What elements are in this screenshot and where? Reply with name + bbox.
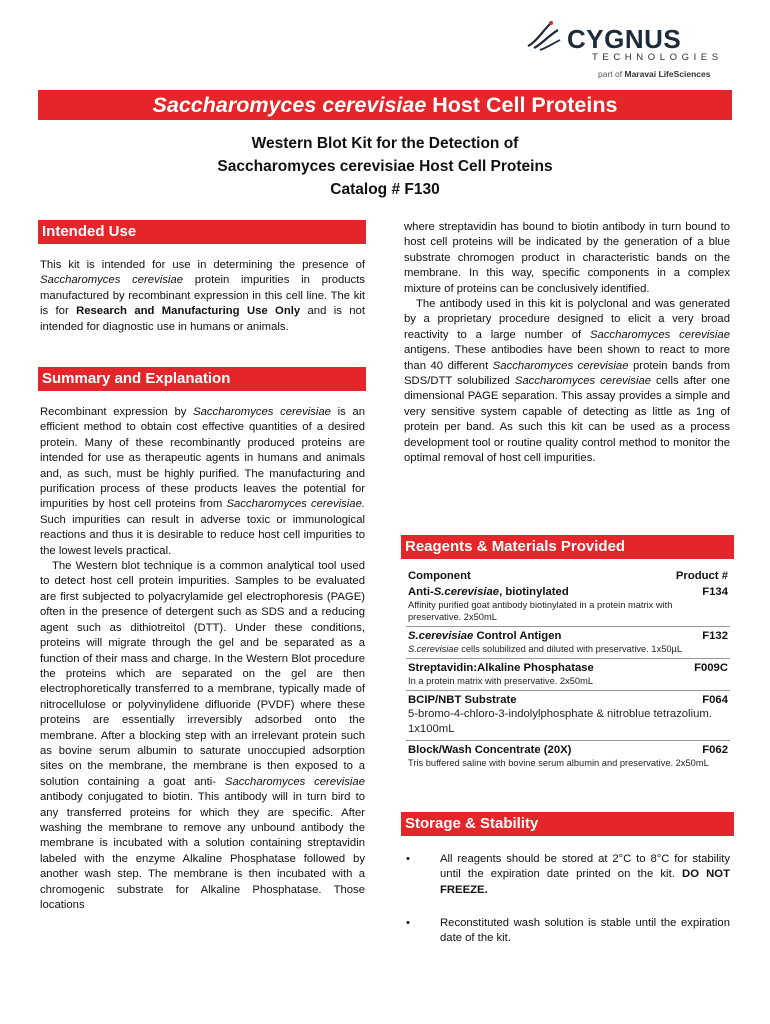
- swan-logo-icon: [524, 18, 564, 52]
- table-row: Anti-S.cerevisiae, biotinylated F134: [408, 586, 728, 598]
- logo-name: CYGNUS: [567, 24, 682, 54]
- summary-heading: Summary and Explanation: [38, 367, 366, 391]
- table-row: Streptavidin:Alkaline Phosphatase F009C: [408, 662, 728, 674]
- logo-subtitle: TECHNOLOGIES: [592, 52, 723, 63]
- explanation-continued: where streptavidin has bound to biotin antibody in turn bound to host cell proteins will be indicated by the generation of a blue substrate chromogen product in characteristic bands on the membrane. In this way, specific components in a complex mixture of proteins can be conclusively identified. The antibody used in this kit is polyclonal and was generated by a proprietary procedure designed to elicit a very broad reactivity to a large number of Saccharomyces cerevisiae antigens. These antibodies have been shown to react to more than 40 different Saccharomyces cerevisiae protein bands from SDS/DTT solubilized Saccharomyces cerevisiae cells after one dimensional PAGE separation. This assay provides a simple and very sensitive system capable of detecting as little as 1ng of protein per band. As such this kit can be used as a process development tool or routine quality control method to monitor the optimal removal of host cell impurities.: [404, 221, 730, 465]
- bullet-icon: •: [406, 917, 410, 929]
- intended-use-heading: Intended Use: [38, 220, 366, 244]
- intended-use-text: This kit is intended for use in determining the presence of Saccharomyces cerevisiae protein impurities in products manufactured by recombinant expression in this cell line. The kit is for Research and Manufacturing Use Only and is not intended for diagnostic use in humans or animals.: [40, 259, 365, 333]
- table-row: Block/Wash Concentrate (20X) F062: [408, 744, 728, 756]
- logo-parent: part of Maravai LifeSciences: [598, 69, 711, 79]
- table-row: BCIP/NBT Substrate F064: [408, 694, 728, 706]
- document-title: Saccharomyces cerevisiae Host Cell Proteins: [38, 90, 732, 120]
- storage-heading: Storage & Stability: [401, 812, 734, 836]
- company-logo: [524, 16, 724, 80]
- document-subtitle: Western Blot Kit for the Detection of Saccharomyces cerevisiae Host Cell Proteins Catalog # F130: [217, 135, 553, 198]
- bullet-icon: •: [406, 853, 410, 865]
- column-header-component: Component: [408, 570, 471, 582]
- reagents-table: Component Product # Anti-S.cerevisiae, biotinylated F134 Affinity purified goat antibody biotinylated in a protein matrix with preservative. 2x50mL S.cerevisiae Control Antigen F132 S.cerevisiae cells solubilized and diluted with preservative. 1x50µL Streptavidin:Alkaline Phosphatase F009C In a protein matrix with preservative. 2x50mL BCIP/NBT Substrate F064 5-bromo-4-chloro-3-indolylphosphate & nitroblue tetrazolium. 1x100mL Block/Wash Concentrate (20X) F062 Tris buffered saline with bovine serum albumin and preservative. 2x50mL: [408, 570, 728, 768]
- table-row: S.cerevisiae Control Antigen F132: [408, 630, 728, 642]
- column-header-product: Product #: [675, 570, 728, 582]
- reagents-heading: Reagents & Materials Provided: [401, 535, 734, 559]
- summary-text: Recombinant expression by Saccharomyces cerevisiae is an efficient method to obtain cost effective quantities of a desired protein. Many of these recombinantly produced proteins are intended for use as therapeutic agents in humans and animals and, as such, must be highly purified. The manufacturing and purification process of these products leaves the potential for impurities by host cell proteins from Saccharomyces cerevisiae. Such impurities can result in adverse toxic or immunological reactions and thus it is desirable to reduce host cell impurities to the lowest levels practical. The Western blot technique is a common analytical tool used to detect host cell protein impurities. Samples to be evaluated are first subjected to polyacrylamide gel electrophoresis (PAGE) often in the presence of detergent such as SDS and a reducing agent such as dithiotreitol (DTT). Under these conditions, proteins will migrate through the gel and be separated as a function of their mass and charge. In the Western Blot procedure the proteins which are separated on the gel are then electrophoretically transferred to a membrane, typically made of nitrocellulose or polyvinylidene difluoride (PVDF) where these proteins are essentially irreversibly adsorbed onto the membrane. After a blocking step with an irrelevant protein such as bovine serum albumin to saturate unoccupied adsorption sites on the membrane, the membrane is then exposed to a solution containing a goat anti- Saccharomyces cerevisiae antibody conjugated to biotin. This antibody will in turn bird to any transferred proteins for which they are specific. After washing the membrane to remove any unbound antibody the membrane is incubated with a solution containing streptavidin labeled with the enzyme Alkaline Phosphatase followed by another wash step. The membrane is then incubated with a chromogenic substrate for Alkaline Phosphatase. Those locations: [40, 406, 365, 911]
